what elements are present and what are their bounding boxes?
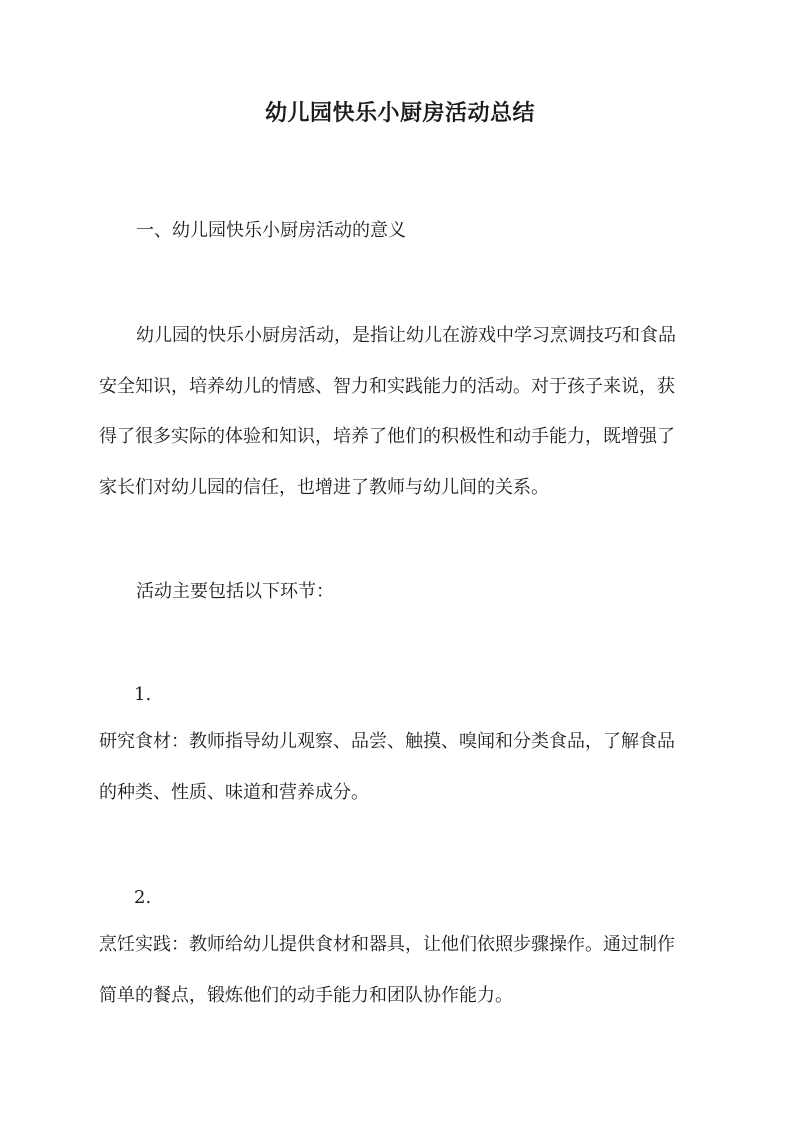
section-heading: 一、幼儿园快乐小厨房活动的意义 [136,220,406,241]
document-title: 幼儿园快乐小厨房活动总结 [264,100,535,126]
paragraph-line: 家长们对幼儿园的信任，也增进了教师与幼儿间的关系。 [99,476,549,498]
paragraph-line: 安全知识，培养幼儿的情感、智力和实践能力的活动。对于孩子来说，获 [99,375,675,397]
list-item-line: 的种类、性质、味道和营养成分。 [99,781,369,803]
paragraph-line: 幼儿园的快乐小厨房活动，是指让幼儿在游戏中学习烹调技巧和食品 [136,325,676,346]
intro-paragraph [99,311,709,513]
list-item [99,717,709,818]
paragraph-line: 得了很多实际的体验和知识，培养了他们的积极性和动手能力，既增强了 [99,426,675,447]
list-item-number: 2. [134,887,152,908]
list-item-line: 研究食材：教师指导幼儿观察、品尝、触摸、嗅闻和分类食品，了解食品 [99,731,675,752]
list-item-number: 1. [134,684,152,705]
list-item [99,920,709,1021]
list-item-line: 烹饪实践：教师给幼儿提供食材和器具，让他们依照步骤操作。通过制作 [99,934,675,955]
activities-lead: 活动主要包括以下环节： [136,581,334,602]
list-item-line: 简单的餐点，锻炼他们的动手能力和团队协作能力。 [99,984,513,1006]
